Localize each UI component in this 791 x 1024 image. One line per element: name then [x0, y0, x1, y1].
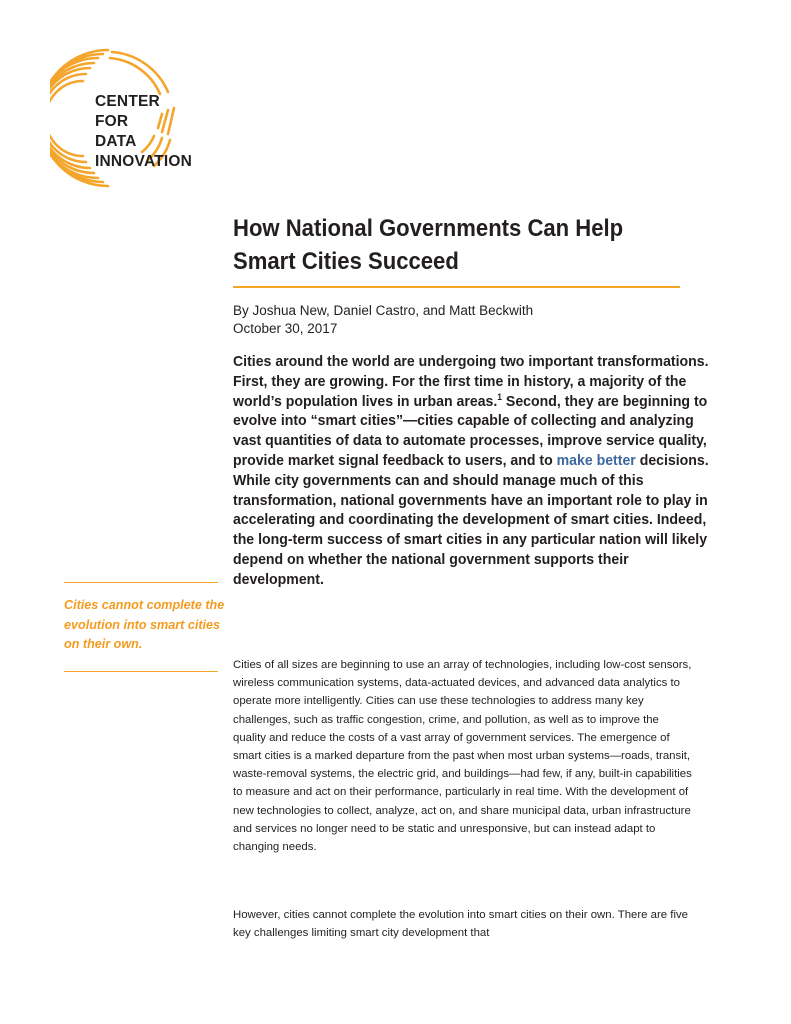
title-divider	[233, 286, 680, 288]
logo-line-innovation: INNOVATION	[95, 153, 193, 170]
center-for-data-innovation-logo	[50, 48, 240, 188]
report-title: How National Governments Can Help Smart Cities Succeed	[233, 215, 624, 275]
pullquote-bottom-rule	[64, 671, 218, 672]
byline	[233, 302, 533, 338]
body-paragraph-1: Cities of all sizes are beginning to use an array of technologies, including low-cost sensors, wireless communication systems, data-actuated devices, and advanced data analytics to operate more intelligently. Cities can use these technologies to address many key challenges, such as traffic congestion, crime, and pollution, as well as to improve the quality and reduce the costs of a vast array of government services. The emergence of smart cities is a marked departure from the past when most urban systems—roads, transit, waste-removal systems, the electric grid, and buildings—had few, if any, built-in capabilities to measure and act on their performance, particularly in real time. With the development of new technologies to collect, analyze, act on, and share municipal data, urban infrastructure and services no longer need to be static and unresponsive, but can instead adapt to changing needs.	[233, 659, 692, 854]
publication-date: October 30, 2017	[233, 321, 338, 336]
footnote-marker[interactable]: 1	[497, 391, 503, 402]
logo-line-data: DATA	[95, 133, 137, 150]
logo-line-for: FOR	[95, 113, 129, 130]
make-better-link[interactable]: make better	[556, 451, 636, 469]
pull-quote: Cities cannot complete the evolution into smart cities on their own.	[64, 598, 225, 651]
lead-paragraph	[233, 352, 711, 590]
logo-wordmark	[95, 92, 192, 172]
logo-line-center: CENTER	[95, 93, 160, 110]
authors: By Joshua New, Daniel Castro, and Matt Beckwith	[233, 303, 534, 318]
body-paragraph-2: However, cities cannot complete the evolution into smart cities on their own. There are five key challenges limiting smart city development that	[233, 909, 689, 940]
lead-text-1: Cities around the world are undergoing two important transformations. First, they are growing. For the first time in history, a majority of the world’s population lives in urban areas.	[233, 353, 709, 410]
lead-text-2: Second, they are beginning to evolve into “smart cities”—cities capable of collecting and analyzing vast quantities of data to automate processes, improve service quality, provide market signal feedback to users, and to	[233, 392, 708, 469]
lead-text-3: decisions. While city governments can and should manage much of this transformation, national governments have an important role to play in accelerating and coordinating the development of smart cities. Indeed, the long-term success of smart cities in any particular nation will likely depend on whether the national government supports their development.	[233, 451, 709, 588]
pullquote-top-rule	[64, 582, 218, 583]
